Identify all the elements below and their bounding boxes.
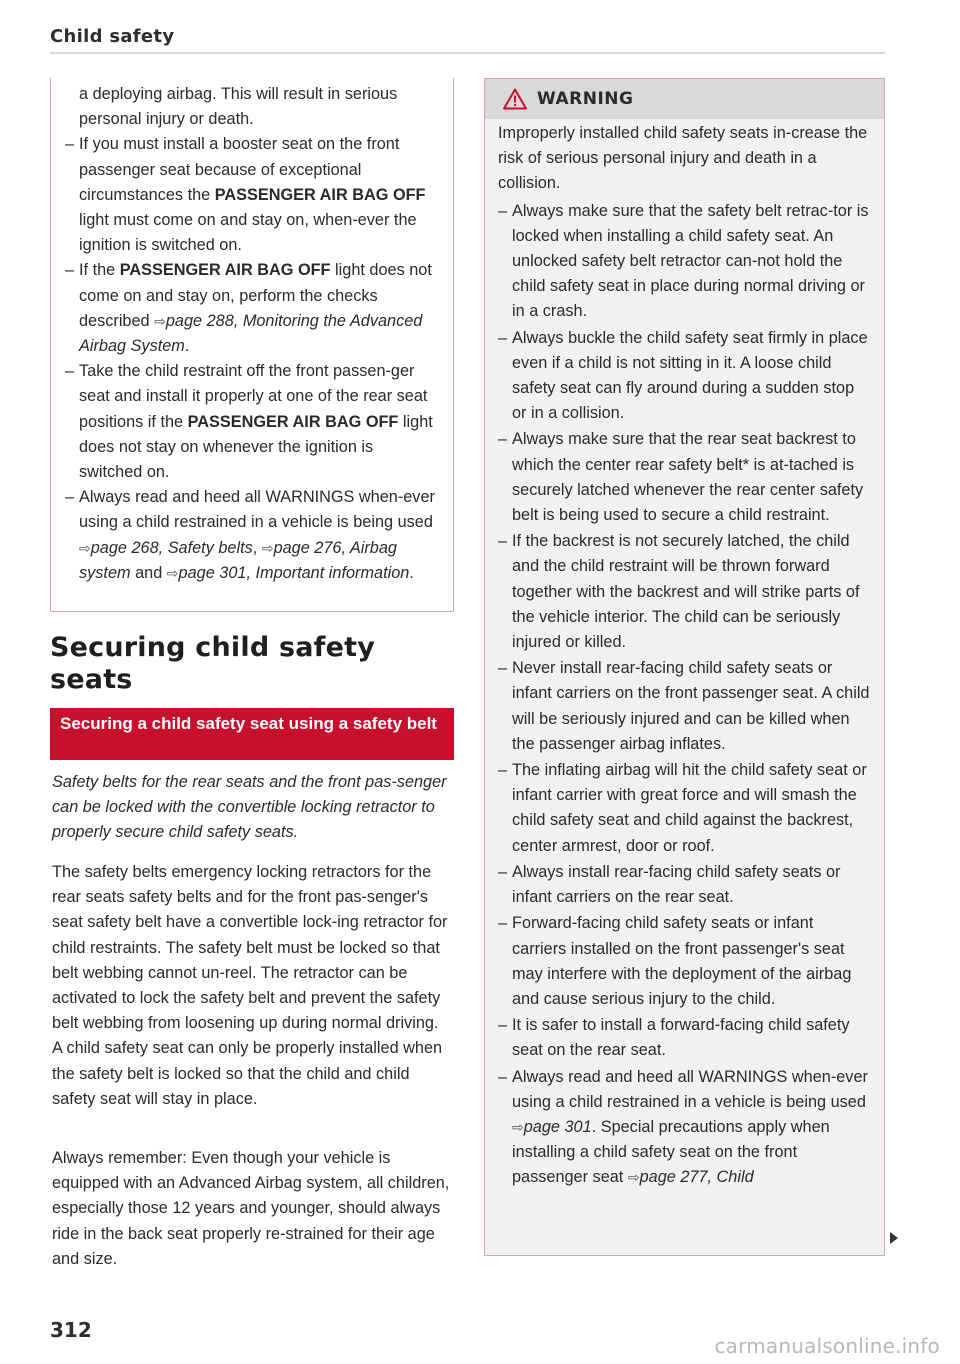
- page-number: 312: [50, 1318, 92, 1342]
- continued-arrow-icon: [890, 1232, 898, 1244]
- list-item: – Always read and heed all WARNINGS when-ever using a child restrained in a vehicle is being used ⇨page 268, Safety belts, ⇨page 276, Airbag system and ⇨page 301, Important information.: [65, 488, 435, 582]
- list-item: – Forward-facing child safety seats or infant carriers installed on the front passenger's seat may interfere with the deployment of the airbag and cause serious injury to the child.: [498, 914, 852, 1008]
- page-reference-link[interactable]: page 268, Safety belts: [90, 538, 253, 557]
- page-reference-link[interactable]: page 301, Important information: [178, 563, 410, 582]
- list-item: – Always buckle the child safety seat firmly in place even if a child is not sitting in it. A loose child safety seat can fly around during a sudden stop or in a collision.: [498, 328, 868, 423]
- page-ref-arrow-icon: ⇨: [79, 539, 91, 556]
- page-header: [50, 26, 885, 54]
- list-item: – Always read and heed all WARNINGS when-ever using a child restrained in a vehicle is being used ⇨page 301. Special precautions apply when installing a child safety seat on the front passenger seat ⇨page 277, Child: [498, 1067, 868, 1187]
- body-paragraph: Always remember: Even though your vehicle is equipped with an Advanced Airbag system, all children, especially those 12 years and younger, should always ride in the back seat properly re-strained for their age and size.: [52, 1149, 450, 1268]
- warning-title: WARNING: [537, 89, 634, 109]
- list-item: – Always install rear-facing child safety seats or infant carriers on the rear seat.: [498, 862, 841, 907]
- warning-list: [498, 199, 872, 1191]
- page-reference-link[interactable]: page 301: [523, 1117, 592, 1136]
- body-paragraph: The safety belts emergency locking retractors for the rear seats safety belts and for the front pas-senger's seat safety belt have a convertible lock-ing retractor for child restraints. The safety belt must be locked so that belt webbing cannot un-reel. The retractor can be activated to lock the safety belt and prevent the safety belt webbing from loosening up during normal driving. A child safety seat can only be properly installed when the safety belt is locked so that the child and child safety seat will stay in place.: [52, 863, 448, 1108]
- list-item: – Take the child restraint off the front passen-ger seat and install it properly at one of the rear seat positions if the PASSENGER AIR BAG OFF light does not stay on whenever the ignition is switched on.: [65, 362, 433, 482]
- warning-lead: Improperly installed child safety seats in-crease the risk of serious personal injury and death in a collision.: [498, 124, 868, 193]
- page-reference-link[interactable]: page 276, Airbag system: [79, 538, 397, 582]
- warning-header: [485, 79, 884, 119]
- continued-text: a deploying airbag. This will result in serious personal injury or death.: [79, 85, 398, 129]
- list-item: – Always make sure that the safety belt retrac-tor is locked when installing a child safety seat. An unlocked safety belt retractor can-not hold the child safety seat in place during normal driving or in a crash.: [498, 201, 869, 321]
- page-reference-link[interactable]: page 288, Monitoring the Advanced Airbag System: [79, 311, 423, 356]
- page-reference-link[interactable]: page 277, Child: [639, 1168, 754, 1187]
- list-item: – If you must install a booster seat on the front passenger seat because of exceptional circumstances the PASSENGER AIR BAG OFF light must come on and stay on, when-ever the ignition is switched on.: [65, 135, 426, 255]
- subsection-heading-bar: Securing a child safety seat using a safety belt: [50, 708, 454, 760]
- list-item: – The inflating airbag will hit the child safety seat or infant carrier with great force and will smash the child safety seat and child against the backrest, center armrest, door or roof.: [498, 761, 867, 855]
- warning-box: [484, 78, 885, 1256]
- page-ref-arrow-icon: ⇨: [261, 539, 274, 556]
- page-ref-arrow-icon: ⇨: [512, 1118, 524, 1135]
- watermark-text: carmanualsonline.info: [714, 1334, 940, 1358]
- continued-warning-box: [50, 78, 454, 612]
- list-item: – If the backrest is not securely latched, the child and the child restraint will be thrown forward together with the backrest and will strike parts of the vehicle interior. The child can be seriously injured or killed.: [498, 532, 860, 652]
- intro-paragraph: Safety belts for the rear seats and the front pas-senger can be locked with the convertible locking retractor to properly secure child safety seats.: [52, 773, 447, 842]
- section-heading: Securing child safety seats: [50, 632, 376, 695]
- page-ref-arrow-icon: ⇨: [166, 564, 179, 581]
- warning-triangle-icon: [503, 88, 527, 110]
- page-ref-arrow-icon: ⇨: [627, 1169, 640, 1186]
- list-item: – If the PASSENGER AIR BAG OFF light does not come on and stay on, perform the checks described ⇨page 288, Monitoring the Advanced Airbag System.: [65, 261, 432, 356]
- page-ref-arrow-icon: ⇨: [154, 312, 166, 329]
- list-item: – Never install rear-facing child safety seats or infant carriers on the front passenger seat. A child will be seriously injured and can be killed when the passenger airbag inflates.: [498, 659, 870, 753]
- list-item: – Always make sure that the rear seat backrest to which the center rear safety belt* is at-tached is securely latched whenever the rear center safety belt is being used to secure a child restraint.: [498, 430, 864, 525]
- header-title: Child safety: [50, 26, 175, 47]
- list-item: – It is safer to install a forward-facing child safety seat on the rear seat.: [498, 1016, 850, 1060]
